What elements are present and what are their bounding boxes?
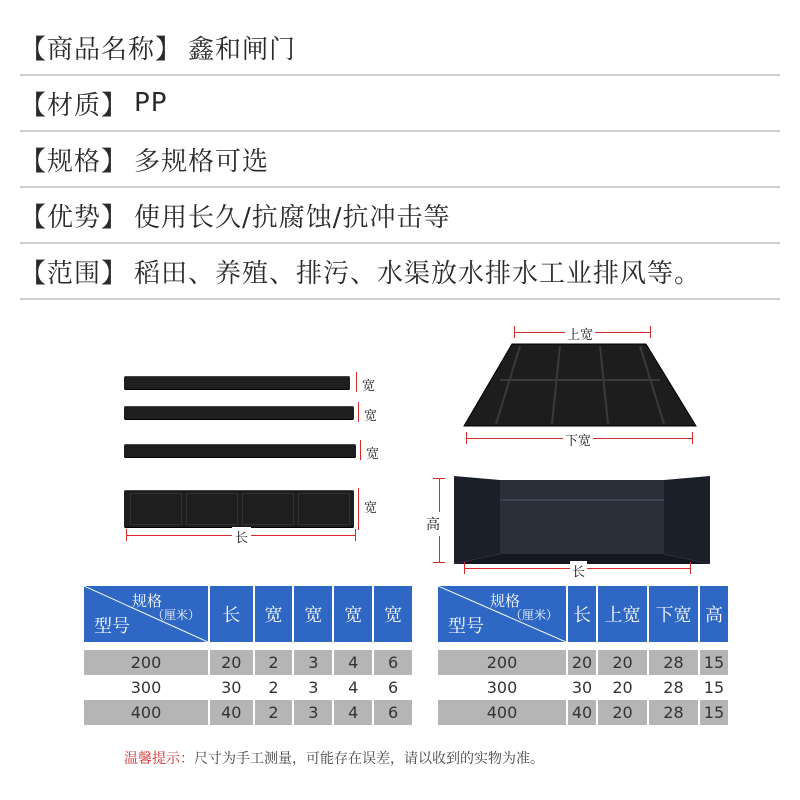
value-cell: 4 <box>333 675 373 700</box>
info-key: 【规格】 <box>20 146 129 177</box>
table-header-row <box>84 586 413 642</box>
model-cell: 200 <box>438 650 567 675</box>
value-cell: 4 <box>333 700 373 725</box>
table-row <box>438 650 729 675</box>
plate-strip-large <box>124 490 354 528</box>
column-header: 宽 <box>293 586 333 642</box>
top-width-label: 上宽 <box>565 324 595 343</box>
disclaimer-note <box>124 748 544 768</box>
width-label: 宽 <box>364 501 378 516</box>
info-row-scope <box>20 244 780 300</box>
table-row <box>438 700 729 725</box>
value-cell: 20 <box>567 650 597 675</box>
column-header: 高 <box>699 586 729 642</box>
model-cell: 200 <box>84 650 209 675</box>
gate-trapezoid <box>460 340 700 430</box>
height-label: 高 <box>426 512 440 536</box>
spec-table-plate <box>84 586 414 725</box>
info-value: 鑫和闸门 <box>188 34 297 65</box>
column-header: 长 <box>567 586 597 642</box>
corner-model: 型号 <box>448 616 484 637</box>
corner-model: 型号 <box>94 616 130 637</box>
column-header: 宽 <box>254 586 294 642</box>
corner-spec: 规格 <box>131 592 162 610</box>
bottom-width-label: 下宽 <box>563 430 593 449</box>
table-corner-cell <box>438 586 567 642</box>
model-cell: 400 <box>84 700 209 725</box>
length-label: 长 <box>232 527 251 546</box>
value-cell: 30 <box>209 675 254 700</box>
plate-strip <box>124 444 356 458</box>
table-header-row <box>438 586 729 642</box>
note-text: 尺寸为手工测量，可能存在误差，请以收到的实物为准。 <box>194 751 544 767</box>
value-cell: 20 <box>597 700 648 725</box>
table-row <box>84 650 413 675</box>
info-row-material <box>20 76 780 132</box>
value-cell: 3 <box>293 700 333 725</box>
value-cell: 40 <box>209 700 254 725</box>
info-key: 【商品名称】 <box>20 34 183 65</box>
info-row-spec <box>20 132 780 188</box>
width-label: 宽 <box>362 379 376 394</box>
info-value: 使用长久/抗腐蚀/抗冲击等 <box>134 202 451 233</box>
spec-table-gate <box>438 586 730 725</box>
value-cell: 28 <box>648 700 699 725</box>
info-value: 稻田、养殖、排污、水渠放水排水工业排风等。 <box>134 258 702 289</box>
corner-unit: （厘米） <box>151 608 200 622</box>
info-key: 【材质】 <box>20 90 129 121</box>
value-cell: 20 <box>597 650 648 675</box>
model-cell: 300 <box>438 675 567 700</box>
value-cell: 4 <box>333 650 373 675</box>
table-row <box>84 675 413 700</box>
column-header: 下宽 <box>648 586 699 642</box>
info-value: 多规格可选 <box>134 146 270 177</box>
info-key: 【优势】 <box>20 202 129 233</box>
column-header: 宽 <box>333 586 373 642</box>
value-cell: 2 <box>254 650 294 675</box>
value-cell: 6 <box>373 650 413 675</box>
column-header: 宽 <box>373 586 413 642</box>
value-cell: 28 <box>648 650 699 675</box>
table-corner-cell <box>84 586 209 642</box>
value-cell: 15 <box>699 650 729 675</box>
model-cell: 300 <box>84 675 209 700</box>
value-cell: 20 <box>209 650 254 675</box>
value-cell: 15 <box>699 675 729 700</box>
width-label: 宽 <box>364 409 378 424</box>
value-cell: 2 <box>254 700 294 725</box>
corner-spec: 规格 <box>489 592 520 610</box>
info-row-name <box>20 20 780 76</box>
length-label: 长 <box>570 561 587 580</box>
value-cell: 28 <box>648 675 699 700</box>
info-value: PP <box>134 88 168 118</box>
note-highlight: 温馨提示： <box>124 751 194 767</box>
table-row <box>84 700 413 725</box>
column-header: 长 <box>209 586 254 642</box>
model-cell: 400 <box>438 700 567 725</box>
value-cell: 15 <box>699 700 729 725</box>
value-cell: 6 <box>373 675 413 700</box>
gate-u-shape <box>450 470 714 566</box>
table-row <box>438 675 729 700</box>
width-label: 宽 <box>366 447 380 462</box>
info-row-advantage <box>20 188 780 244</box>
value-cell: 6 <box>373 700 413 725</box>
value-cell: 30 <box>567 675 597 700</box>
value-cell: 3 <box>293 675 333 700</box>
plate-strip <box>124 406 354 420</box>
info-key: 【范围】 <box>20 258 129 289</box>
value-cell: 40 <box>567 700 597 725</box>
value-cell: 2 <box>254 675 294 700</box>
corner-unit: （厘米） <box>509 608 558 622</box>
column-header: 上宽 <box>597 586 648 642</box>
plate-strip <box>124 376 350 390</box>
value-cell: 20 <box>597 675 648 700</box>
value-cell: 3 <box>293 650 333 675</box>
